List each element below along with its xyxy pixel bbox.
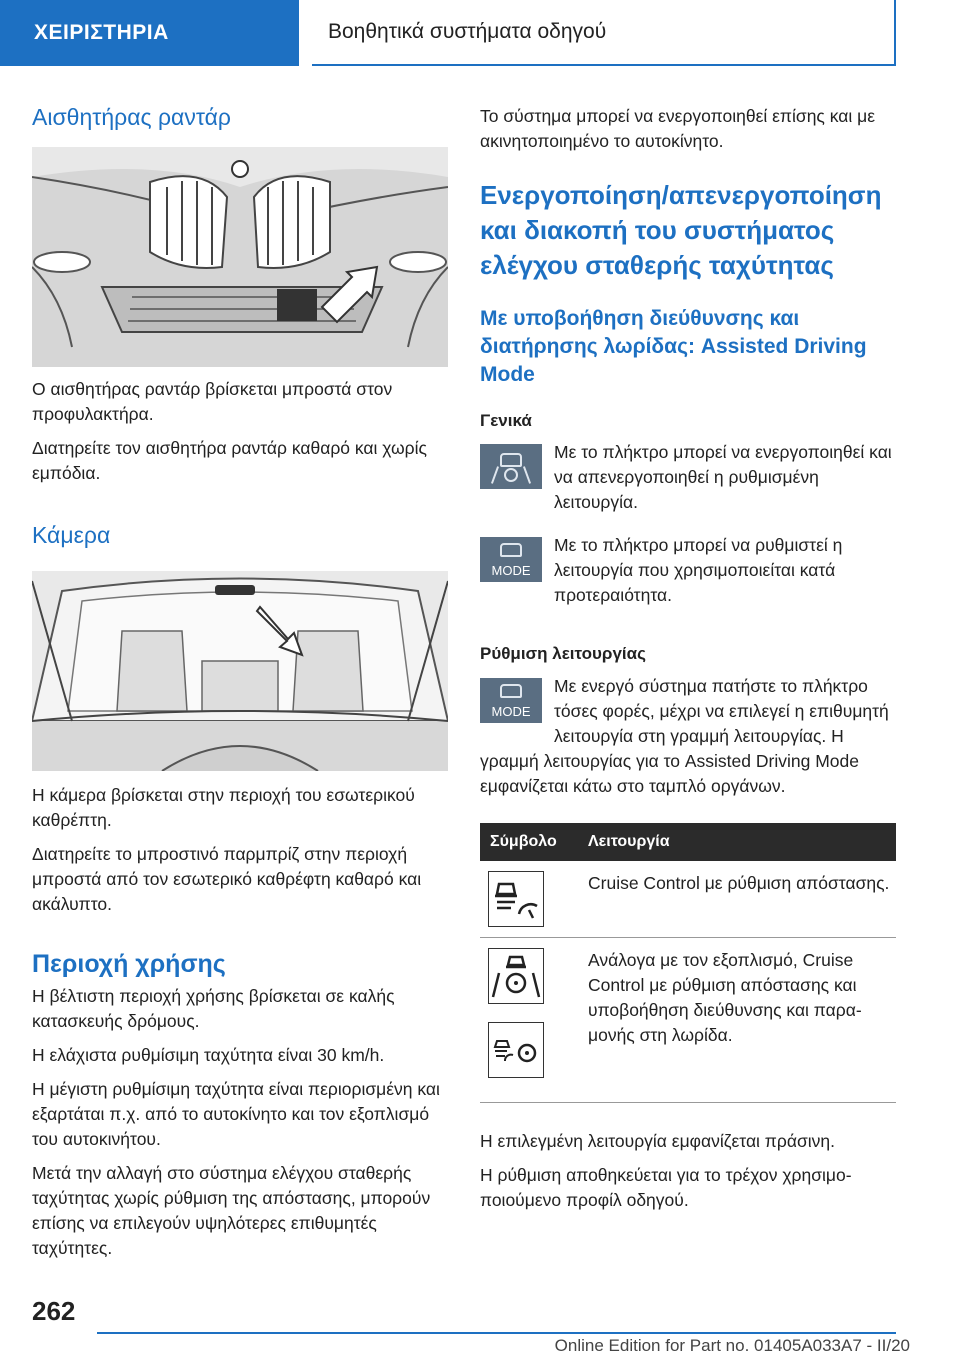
setting-label: Ρύθμιση λειτουργίας (480, 644, 646, 663)
camera-paragraph-1: Η κάμερα βρίσκεται στην περιοχή του εσωτερικού καθρέπτη. (32, 785, 415, 830)
footer-rule (97, 1332, 896, 1334)
distance-steering-icon (488, 1022, 544, 1078)
table-row (480, 861, 896, 938)
general-paragraph-2: Με το πλήκτρο μπορεί να ρυθμιστεί η λειτουργία που χρησιμοποιείται κατά προτεραιότητα. (554, 535, 843, 605)
intro-paragraph: Το σύστημα μπορεί να ενεργοποιηθεί επίσης και με ακινητοποιημένο το αυτοκίνητο. (480, 106, 876, 151)
usage-paragraph-4: Μετά την αλλαγή στο σύστημα ελέγχου σταθερής ταχύτητας χωρίς ρύθμιση της απόστασης, μπορούν επίσης να επιλεγούν υψηλότερες επιθυμητές ταχύτητες. (32, 1163, 431, 1258)
radar-sensor-illustration (32, 147, 448, 367)
row-2-text: Ανάλογα με τον εξοπλισμό, Cruise Control με ρύθμιση απόστασης και υποβοήθηση διεύθυνσης και παραμονής στη λωρίδα. (578, 938, 896, 1103)
left-column (32, 100, 448, 1261)
usage-paragraph-3: Η μέγιστη ρυθμίσιμη ταχύτητα είναι περιορισμένη και εξαρτάται π.χ. από το αυτοκίνητο και τον εξοπλισμό του αυτοκινήτου. (32, 1079, 440, 1149)
page-footer (0, 1296, 960, 1362)
radar-paragraph-2: Διατηρείτε τον αισθητήρα ραντάρ καθαρό και χωρίς εμπόδια. (32, 438, 427, 483)
row-1-text: Cruise Control με ρύθμιση απόστασης. (578, 861, 896, 938)
col-function-header: Λειτουργία (578, 823, 896, 861)
main-heading: Ενεργοποίηση/απενεργοποίηση και διακοπή του συστήματος ελέγχου σταθερής ταχύτητας (480, 180, 882, 280)
general-paragraph-1: Με το πλήκτρο μπορεί να ενεργοποιηθεί και να απενεργοποιηθεί η ρυθμισμένη λειτουργία. (554, 442, 892, 512)
setting-block (480, 674, 896, 799)
setting-paragraph: Με ενεργό σύστημα πατήστε το πλήκτρο τόσες φορές, μέχρι να επιλεγεί η επιθυμητή λειτουργία στη γραμμή λειτουργίας. Η γραμμή λειτουργίας για το Assisted Driving Mode εμφανίζεται κάτω στο ταμπλό οργάνων. (480, 676, 889, 796)
usage-heading: Περιοχή χρήσης (32, 950, 226, 978)
table-row (480, 938, 896, 1103)
col-symbol-header: Σύμβολο (480, 823, 578, 861)
cruise-control-distance-icon (488, 871, 544, 927)
mode-table (480, 823, 896, 1103)
chapter-title: Βοηθητικά συστήματα οδηγού (312, 0, 896, 66)
general-block-1 (480, 440, 896, 515)
page-number: 262 (32, 1296, 76, 1326)
general-block-2 (480, 533, 896, 608)
edition-text: Online Edition for Part no. 01405A033A7 - II/20 (554, 1336, 910, 1355)
right-column (480, 104, 896, 1213)
sub-heading: Με υποβοήθηση διεύθυνσης και διατήρησης λωρίδας: Assisted Driving Mode (480, 307, 867, 386)
outro-paragraph-2: Η ρύθμιση αποθηκεύεται για το τρέχον χρησιμοποιούμενο προφίλ οδηγού. (480, 1165, 852, 1210)
camera-heading: Κάμερα (32, 522, 111, 548)
radar-heading: Αισθητήρας ραντάρ (32, 104, 231, 130)
steering-assist-icon (488, 948, 544, 1004)
general-label: Γενικά (480, 411, 532, 430)
camera-paragraph-2: Διατηρείτε το μπροστινό παρμπρίζ στην περιοχή μπροστά από τον εσωτερικό καθρέφτη καθαρό και ακάλυπτο. (32, 844, 422, 914)
page-header (0, 0, 960, 66)
assist-button-icon (480, 444, 542, 489)
mode-button-icon-2: MODE (480, 678, 542, 723)
outro-paragraph-1: Η επιλεγμένη λειτουργία εμφανίζεται πράσινη. (480, 1131, 835, 1151)
camera-illustration (32, 571, 448, 771)
mode-button-icon: MODE (480, 537, 542, 582)
usage-paragraph-2: Η ελάχιστα ρυθμίσιμη ταχύτητα είναι 30 km/h. (32, 1045, 385, 1065)
radar-paragraph-1: Ο αισθητήρας ραντάρ βρίσκεται μπροστά στον προφυλακτήρα. (32, 379, 393, 424)
usage-paragraph-1: Η βέλτιστη περιοχή χρήσης βρίσκεται σε καλής κατασκευής δρόμους. (32, 986, 395, 1031)
section-tab: ΧΕΙΡΙΣΤΗΡΙΑ (0, 0, 299, 66)
